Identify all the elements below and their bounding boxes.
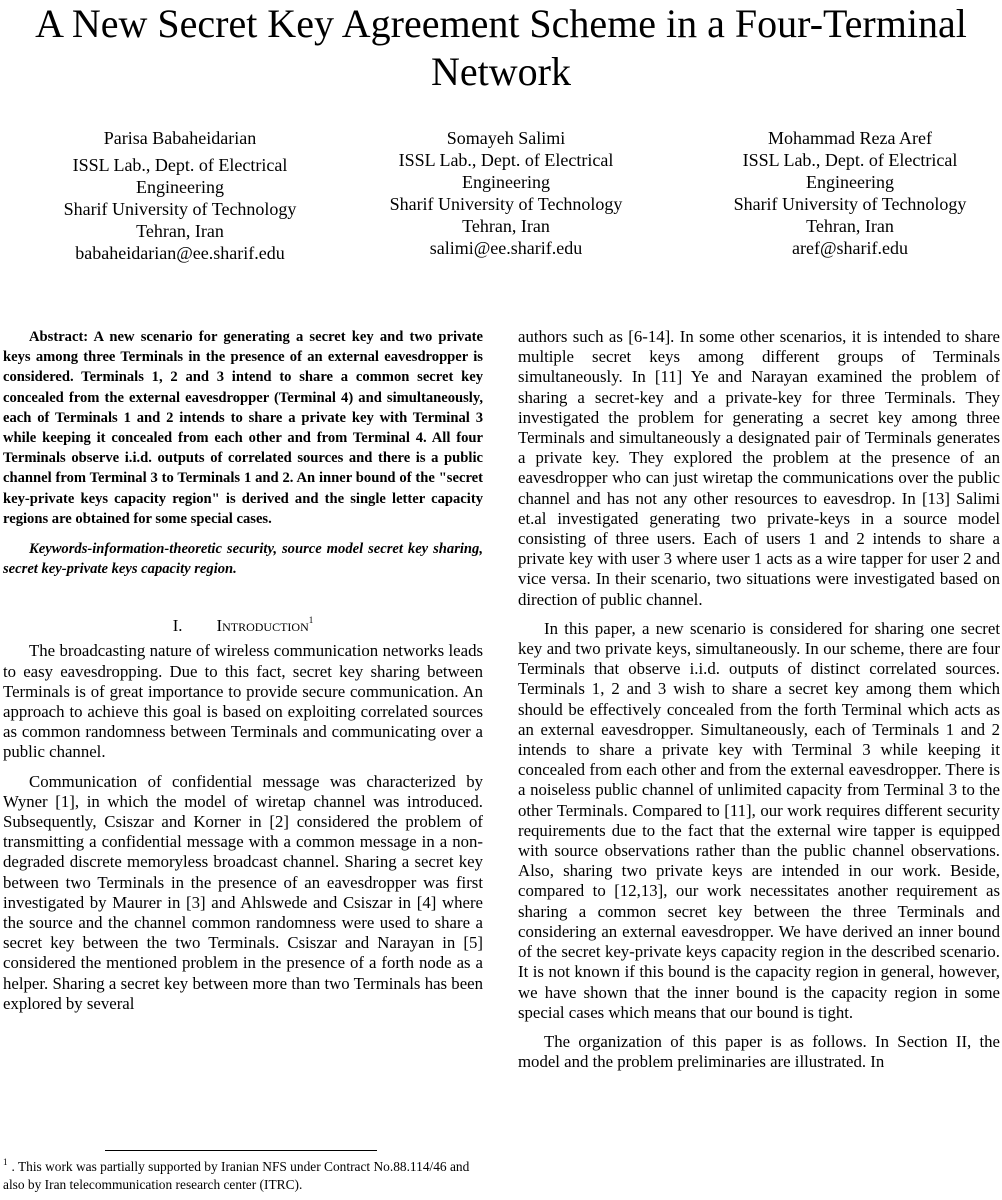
author-affiliation: Engineering [462, 172, 550, 192]
author-email: aref@sharif.edu [791, 238, 908, 258]
author-email: salimi@ee.sharif.edu [429, 238, 583, 258]
author-location: Tehran, Iran [806, 216, 894, 236]
author-affiliation: ISSL Lab., Dept. of Electrical [398, 150, 614, 170]
body-paragraph: The broadcasting nature of wireless communication networks leads to easy eavesdropping. Due to this fact, secret key sharing between Terminals is of great importance to provide secure communication. An approach to achieve this goal is based on exploiting correlated sources as common randomness between Terminals and communicating over a public channel. [3, 641, 483, 762]
abstract: Abstract: A new scenario for generating a secret key and two private keys among three Terminals in the presence of an external eavesdropper is considered. Terminals 1, 2 and 3 intend to share a common secret key concealed from the external eavesdropper (Terminal 4) and simultaneously, each of Terminals 1 and 2 intends to share a private key with Terminal 3 while keeping it concealed from each other and from Terminal 4. All four Terminals observe i.i.d. outputs of correlated sources and there is a public channel from Terminal 3 to Terminals 1 and 2. An inner bound of the "secret key-private keys capacity region" is derived and the single letter capacity regions are obtained for some special cases. [3, 329, 483, 527]
section-title: Introduction [216, 616, 309, 636]
author-block-2 [362, 127, 650, 259]
author-block-3 [705, 127, 995, 259]
author-name: Somayeh Salimi [446, 128, 566, 148]
footnote-mark: 1 [308, 615, 314, 626]
author-location: Tehran, Iran [462, 216, 550, 236]
footnote-number: 1 [3, 1157, 8, 1167]
footnote-text: . This work was partially supported by Iranian NFS under Contract No.88.114/46 and also by Iran telecommunication research center (ITRC). [3, 1159, 470, 1192]
right-column [518, 327, 1000, 1072]
body-paragraph: Communication of confidential message was characterized by Wyner [1], in which the model of wiretap channel was introduced. Subsequently, Csiszar and Korner in [2] considered the problem of transmitting a confidential message with a common message in a non-degraded discrete memoryless broadcast channel. Sharing a secret key between two Terminals in the presence of an eavesdropper was first investigated by Maurer in [3] and Ahlswede and Csiszar in [4] where the source and the channel common randomness were used to share a secret key between the two Terminals. Csiszar and Narayan in [5] considered the mentioned problem in the presence of a forth node as a helper. Sharing a secret key between more than two Terminals has been explored by several [3, 771, 483, 1013]
author-email: babaheidarian@ee.sharif.edu [75, 243, 285, 263]
author-name: Mohammad Reza Aref [768, 128, 932, 148]
author-affiliation: Engineering [136, 177, 224, 197]
author-affiliation: ISSL Lab., Dept. of Electrical [742, 150, 958, 170]
author-university: Sharif University of Technology [63, 199, 297, 219]
footnote-divider [105, 1150, 377, 1151]
author-block-1 [30, 127, 330, 264]
author-affiliation: ISSL Lab., Dept. of Electrical [72, 155, 288, 175]
author-affiliation: Engineering [806, 172, 894, 192]
body-paragraph: authors such as [6-14]. In some other scenarios, it is intended to share multiple secret keys among different groups of Terminals simultaneously. In [11] Ye and Narayan examined the problem of sharing a secret-key and a private-key for three Terminals. They investigated the problem for generating a secret key among three Terminals and simultaneously a designated pair of Terminals generates a private key. They explored the problem at the presence of an eavesdropper who can just wiretap the communications over the public channel and has not any other resources to eavesdrop. In [13] Salimi et.al investigated generating two private-keys in a source model consisting of three users. Each of users 1 and 2 intends to share a private key with user 3 where user 1 acts as a wire tapper for user 2 and vice versa. In their scenario, two situations were investigated based on direction of public channel. [518, 327, 1000, 609]
section-heading [3, 615, 483, 637]
paper-title: A New Secret Key Agreement Scheme in a Four-Terminal Network [35, 1, 967, 94]
left-column [3, 327, 483, 1014]
author-location: Tehran, Iran [136, 221, 224, 241]
body-paragraph: In this paper, a new scenario is considered for sharing one secret key and two private keys, simultaneously. In our scheme, there are four Terminals that observe i.i.d. outputs of distinct correlated sources. Terminals 1, 2 and 3 wish to share a secret key among them which should be effectively concealed from the forth Terminal which acts as an external eavesdropper. Simultaneously, each of Terminals 1 and 2 intends to share a private key with Terminal 3 while keeping it concealed from each other and from the external eavesdropper. There is a noiseless public channel of unlimited capacity from Terminal 3 to the other Terminals. Compared to [11], our work requires different security requirements due to the fact that the external wire tapper is equipped with source observations rather than the public channel observations. Also, sharing two private keys are intended in our work. Beside, compared to [12,13], our work necessitates another requirement as sharing a common secret key between the three Terminals and considering an external eavesdropper. We have derived an inner bound of the secret key-private keys capacity region in the described scenario. It is not known if this bound is the capacity region in general, however, we have shown that the inner bound is the capacity region in some special cases which means that our bound is tight. [518, 618, 1000, 1022]
body-paragraph: The organization of this paper is as follows. In Section II, the model and the problem preliminaries are illustrated. In [518, 1031, 1000, 1072]
section-number: I. [172, 616, 183, 636]
author-university: Sharif University of Technology [733, 194, 967, 214]
author-name: Parisa Babaheidarian [103, 128, 257, 148]
keywords: Keywords-information-theoretic security, source model secret key sharing, secret key-private keys capacity region. [3, 541, 483, 578]
author-university: Sharif University of Technology [389, 194, 623, 214]
footnote [3, 1158, 483, 1194]
